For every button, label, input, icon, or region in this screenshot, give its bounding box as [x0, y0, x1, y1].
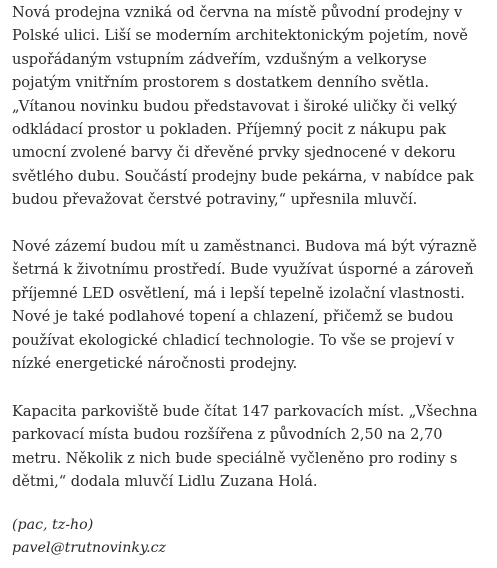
article-paragraph: Nová prodejna vzniká od června na místě původní prodejny v Polské ulici. Liší se moderním architektonickým pojetím, nově uspořádaným vstupním zádveřím, vzdušným a velkoryse pojatým vnitřním prostorem s dostatkem denního světla. „Vítanou novinku budou představovat i široké uličky či velký odkládací prostor u pokladen. Příjemný pocit z nákupu pak umocní zvolené barvy či dřevěné prvky sjednocené v dekoru světlého dubu. Součástí prodejny bude pekárna, v nabídce pak budou převažovat čerstvé potraviny,“ upřesnila mluvčí.: [12, 4, 474, 209]
article-paragraph: Kapacita parkoviště bude čítat 147 parkovacích míst. „Všechna parkovací místa budou rozšířena z původních 2,50 na 2,70 metru. Několik z nich bude speciálně vyčleněno pro rodiny s dětmi,“ dodala mluvčí Lidlu Zuzana Holá.: [12, 403, 478, 491]
article-signature: [12, 514, 166, 560]
author-initials: (pac, tz-ho): [12, 517, 94, 533]
article-paragraph: Nové zázemí budou mít u zaměstnanci. Budova má být výrazně šetrná k životnímu prostředí. Bude využívat úsporné a zároveň příjemné LED osvětlení, má i lepší tepelně izolační vlastnosti. Nové je také podlahové topení a chlazení, přičemž se budou používat ekologické chladicí technologie. To vše se projeví v nízké energetické náročnosti prodejny.: [12, 238, 477, 373]
author-email: pavel@trutnovinky.cz: [12, 540, 167, 556]
